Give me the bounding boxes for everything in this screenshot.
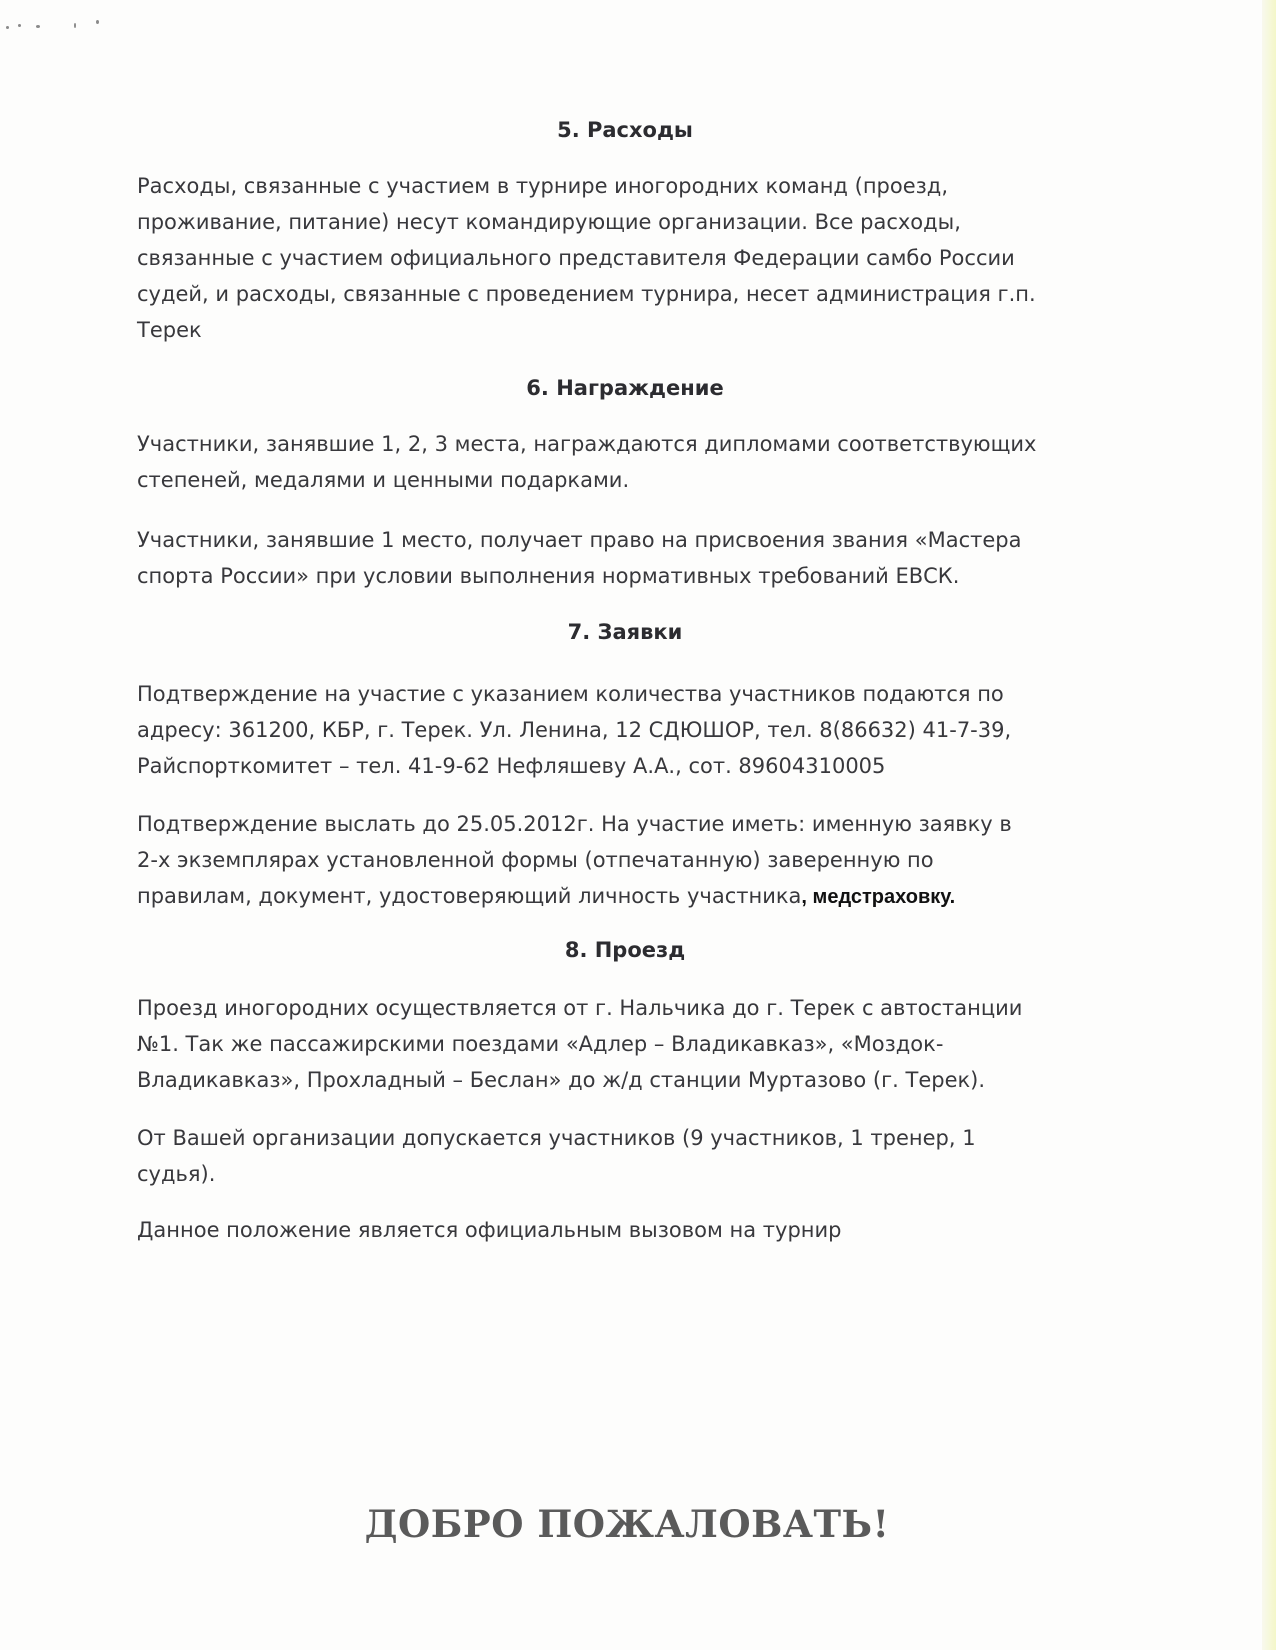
text-line: связанные с участием официального представителя Федерации самбо России: [137, 246, 1015, 270]
text-line: Терек: [137, 318, 202, 342]
paragraph-travel-2: [137, 1120, 1137, 1192]
text-line: Расходы, связанные с участием в турнире иногородних команд (проезд,: [137, 174, 949, 198]
paragraph-travel-1: [137, 990, 1137, 1098]
text-line: №1. Так же пассажирскими поездами «Адлер – Владикавказ», «Моздок-: [137, 1032, 944, 1056]
text-line: Райспорткомитет – тел. 41-9-62 Нефляшеву А.А., сот. 89604310005: [137, 754, 886, 778]
text-line: Проезд иногородних осуществляется от г. Нальчика до г. Терек с автостанции: [137, 996, 1023, 1020]
paragraph-expenses: [137, 168, 1137, 348]
text-line: От Вашей организации допускается участников (9 участников, 1 тренер, 1: [137, 1126, 976, 1150]
text-line: Подтверждение на участие с указанием количества участников подаются по: [137, 682, 1004, 706]
text-line: судей, и расходы, связанные с проведением турнира, несет администрация г.п.: [137, 282, 1036, 306]
section-heading-awards: 6. Награждение: [526, 376, 724, 400]
text-line: спорта России» при условии выполнения нормативных требований ЕВСК.: [137, 564, 960, 588]
paragraph-awards-2: [137, 522, 1137, 594]
paragraph-applications-1: [137, 676, 1137, 784]
scan-speck: [96, 20, 99, 24]
text-line: степеней, медалями и ценными подарками.: [137, 468, 630, 492]
inserted-text-medical-insurance: , медстраховку.: [801, 886, 956, 908]
text-line: проживание, питание) несут командирующие организации. Все расходы,: [137, 210, 961, 234]
text-line: Данное положение является официальным вызовом на турнир: [137, 1218, 842, 1242]
page-edge-shadow: [1262, 0, 1276, 1650]
text-line-start: правилам, документ, удостоверяющий личность участника: [137, 884, 802, 908]
paragraph-awards-1: [137, 426, 1137, 498]
paragraph-applications-2: [137, 806, 1137, 915]
text-line: Подтверждение выслать до 25.05.2012г. На участие иметь: именную заявку в: [137, 812, 1012, 836]
scan-speck: [74, 23, 76, 28]
text-line: [137, 878, 1137, 915]
welcome-banner: ДОБРО ПОЖАЛОВАТЬ!: [364, 1502, 890, 1546]
text-line: Участники, занявшие 1 место, получает право на присвоения звания «Мастера: [137, 528, 1022, 552]
text-line: адресу: 361200, КБР, г. Терек. Ул. Ленина, 12 СДЮШОР, тел. 8(86632) 41-7-39,: [137, 718, 1012, 742]
scan-speck: [36, 25, 40, 28]
section-heading-travel: 8. Проезд: [564, 938, 686, 962]
scan-speck: [18, 24, 21, 27]
scan-speck: [6, 26, 9, 29]
text-line: Владикавказ», Прохладный – Беслан» до ж/д станции Муртазово (г. Терек).: [137, 1068, 986, 1092]
section-heading-applications: 7. Заявки: [567, 620, 683, 644]
paragraph-travel-3: [137, 1212, 1137, 1248]
text-line: 2-х экземплярах установленной формы (отпечатанную) заверенную по: [137, 848, 934, 872]
section-heading-expenses: 5. Расходы: [557, 118, 693, 142]
scan-specks: [4, 18, 104, 32]
text-line: судья).: [137, 1162, 216, 1186]
text-line: Участники, занявшие 1, 2, 3 места, награждаются дипломами соответствующих: [137, 432, 1037, 456]
